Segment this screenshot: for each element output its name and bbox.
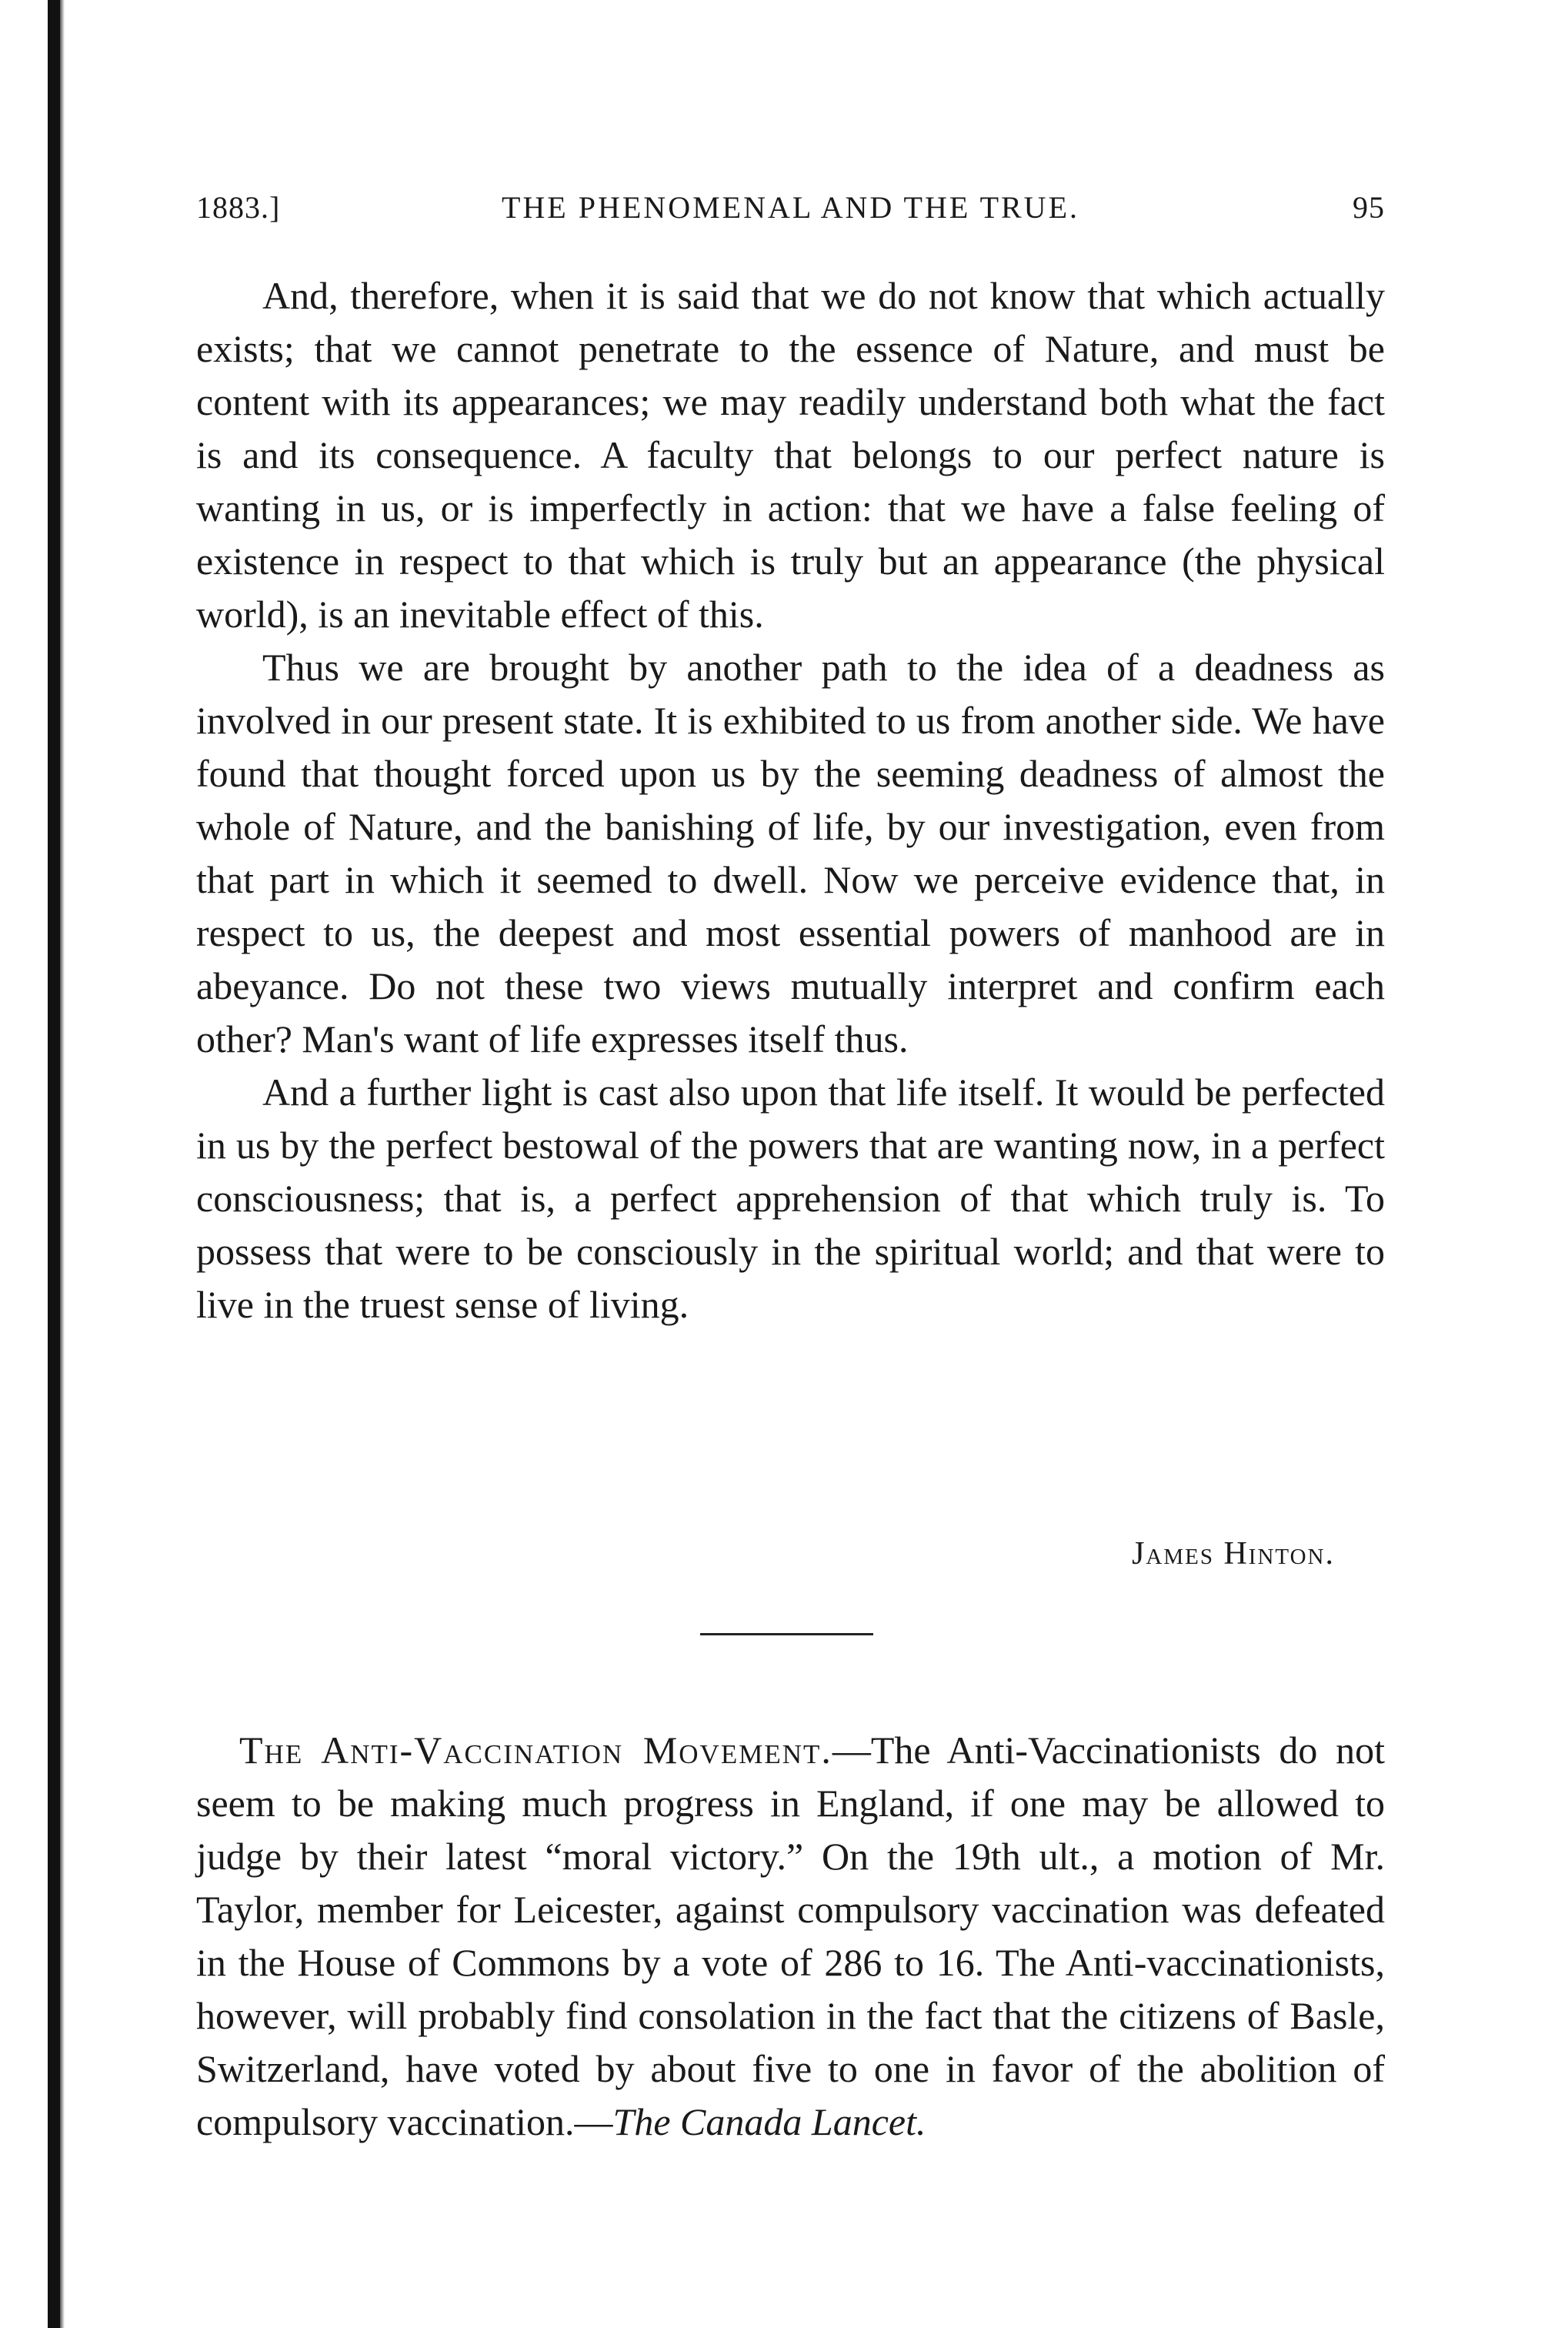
article-paragraph: And a further light is cast also upon that life itself. It would be perfected in us by the perfect bestowal of the powers that are wanting now, in a perfect consciousness; that is, a perfect apprehension of that which truly is. To possess that were to be consciously in the spiritual world; and that were to live in the truest sense of living.: [196, 1070, 1385, 1326]
source-dash: —: [574, 2100, 613, 2143]
author-signature: James Hinton.: [1132, 1536, 1335, 1571]
news-body: —The Anti-Vaccinationists do not seem to be making much progress in England, if one may be allowed to judge by their latest “moral victory.” On the 19th ult., a motion of Mr. Taylor, member for Leicester, against compulsory vaccination was defeated in the House of Commons by a vote of 286 to 16. The Anti-vaccinationists, however, will probably find consolation in the fact that the citizens of Basle, Switzerland, have voted by about five to one in favor of the abolition of compulsory vaccination.: [196, 1728, 1385, 2143]
article-paragraph: Thus we are brought by another path to the idea of a deadness as involved in our present state. It is exhibited to us from another side. We have found that thought forced upon us by the seeming deadness of almost the whole of Nature, and the banishing of life, by our investigation, even from that part in which it seemed to dwell. Now we perceive evidence that, in respect to us, the deepest and most essential powers of manhood are in abeyance. Do not these two views mutually interpret and confirm each other? Man's want of life expresses itself thus.: [196, 646, 1385, 1060]
news-paragraph: [196, 1724, 1385, 2149]
page-number: 95: [1353, 190, 1385, 225]
binding-shadow: [60, 0, 65, 2328]
news-item: [196, 1724, 1385, 2149]
article-paragraph: And, therefore, when it is said that we do not know that which actually exists; that we cannot penetrate to the essence of Nature, and must be content with its appearances; we may readily understand both what the fact is and its consequence. A faculty that belongs to our perfect nature is wanting in us, or is imperfectly in action: that we have a false feeling of existence in respect to that which is truly but an appearance (the physical world), is an inevitable effect of this.: [196, 274, 1385, 636]
news-source: The Canada Lancet.: [612, 2100, 926, 2143]
running-head-title: THE PHENOMENAL AND THE TRUE.: [501, 190, 1079, 225]
running-head-year: 1883.]: [196, 190, 281, 225]
running-head: [196, 189, 1385, 239]
news-heading: The Anti-Vaccination Movement.: [239, 1728, 832, 1772]
article-body: [196, 269, 1385, 1331]
section-divider: [700, 1633, 873, 1635]
binding-edge: [48, 0, 60, 2328]
